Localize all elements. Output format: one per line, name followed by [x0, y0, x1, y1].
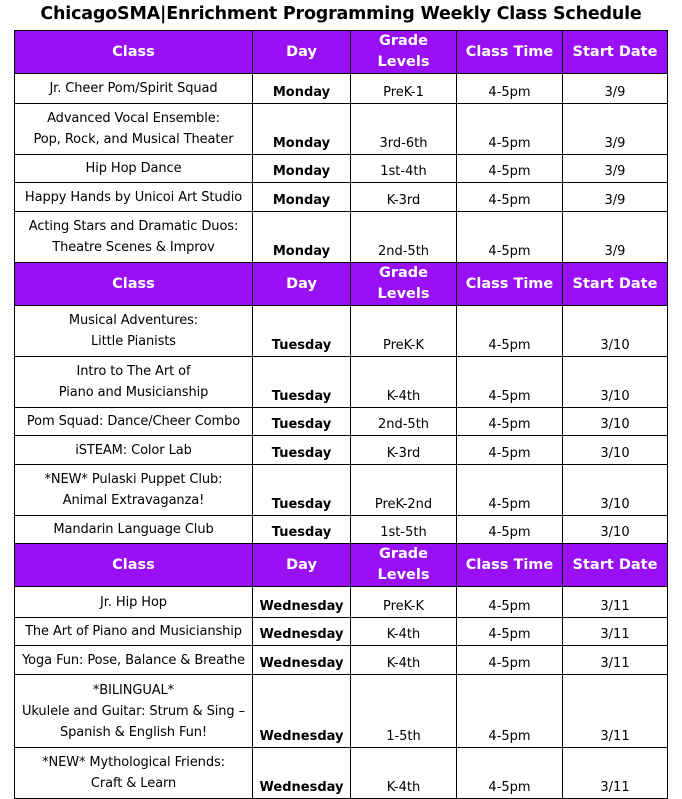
start-date-cell: 3/10: [563, 465, 668, 516]
header-row: [15, 31, 668, 74]
day-cell: Tuesday: [253, 436, 351, 465]
table-row: [15, 675, 668, 748]
grade-levels-cell: K-4th: [351, 618, 457, 646]
class-name-line: Ukulele and Guitar: Strum & Sing –: [21, 703, 246, 719]
class-name-line: The Art of Piano and Musicianship: [25, 624, 242, 639]
start-date-cell: 3/9: [563, 74, 668, 104]
start-date-cell: 3/11: [563, 646, 668, 675]
class-time-cell: 4-5pm: [457, 306, 563, 357]
grade-levels-cell: K-4th: [351, 748, 457, 799]
day-cell: Tuesday: [253, 516, 351, 544]
table-row: [15, 183, 668, 212]
class-name-cell: [15, 646, 253, 675]
class-name-cell: [15, 465, 253, 516]
table-row: [15, 155, 668, 183]
class-name-cell: [15, 436, 253, 465]
column-header-day: Day: [253, 263, 351, 306]
start-date-cell: 3/9: [563, 183, 668, 212]
start-date-cell: 3/9: [563, 155, 668, 183]
day-cell: Wednesday: [253, 587, 351, 618]
day-cell: Monday: [253, 183, 351, 212]
class-time-cell: 4-5pm: [457, 357, 563, 408]
class-name-cell: [15, 618, 253, 646]
start-date-cell: 3/10: [563, 436, 668, 465]
start-date-cell: 3/9: [563, 104, 668, 155]
class-name-line: Hip Hop Dance: [85, 161, 182, 176]
class-name-line: Little Pianists: [91, 334, 176, 349]
class-time-cell: 4-5pm: [457, 212, 563, 263]
start-date-cell: 3/10: [563, 306, 668, 357]
class-time-cell: 4-5pm: [457, 618, 563, 646]
class-time-cell: 4-5pm: [457, 436, 563, 465]
table-row: [15, 212, 668, 263]
class-name-line: Advanced Vocal Ensemble:: [47, 111, 220, 126]
grade-levels-cell: 1st-5th: [351, 516, 457, 544]
class-time-cell: 4-5pm: [457, 104, 563, 155]
grade-levels-cell: K-3rd: [351, 183, 457, 212]
class-name-line: *NEW* Mythological Friends:: [42, 755, 225, 770]
page-title: ChicagoSMA|Enrichment Programming Weekly Class Schedule: [40, 4, 642, 24]
class-time-cell: 4-5pm: [457, 183, 563, 212]
start-date-cell: 3/11: [563, 618, 668, 646]
start-date-cell: 3/11: [563, 587, 668, 618]
grade-levels-cell: 3rd-6th: [351, 104, 457, 155]
grade-levels-cell: K-3rd: [351, 436, 457, 465]
table-row: [15, 436, 668, 465]
day-cell: Monday: [253, 74, 351, 104]
start-date-cell: 3/11: [563, 675, 668, 748]
table-row: [15, 618, 668, 646]
column-header-class: Class: [15, 544, 253, 587]
class-name-line: *BILINGUAL*: [92, 682, 175, 698]
class-name-cell: [15, 155, 253, 183]
table-row: [15, 408, 668, 436]
class-name-line: Acting Stars and Dramatic Duos:: [28, 219, 239, 234]
class-name-line: Pom Squad: Dance/Cheer Combo: [26, 414, 241, 429]
day-cell: Tuesday: [253, 408, 351, 436]
grade-levels-cell: K-4th: [351, 357, 457, 408]
column-header-class-time: Class Time: [457, 544, 563, 587]
day-cell: Wednesday: [253, 618, 351, 646]
class-name-line: Yoga Fun: Pose, Balance & Breathe: [22, 652, 245, 668]
class-time-cell: 4-5pm: [457, 155, 563, 183]
table-row: [15, 104, 668, 155]
table-row: [15, 357, 668, 408]
schedule-body: [15, 31, 668, 799]
column-header-start-date: Start Date: [563, 263, 668, 306]
header-row: [15, 263, 668, 306]
class-name-line: Musical Adventures:: [68, 313, 199, 328]
start-date-cell: 3/10: [563, 357, 668, 408]
day-cell: Tuesday: [253, 306, 351, 357]
class-name-line: Mandarin Language Club: [53, 522, 214, 537]
class-name-line: Spanish & English Fun!: [59, 724, 208, 740]
day-cell: Monday: [253, 212, 351, 263]
schedule-table: [14, 30, 668, 799]
table-row: [15, 646, 668, 675]
day-cell: Wednesday: [253, 675, 351, 748]
class-name-line: Happy Hands by Unicoi Art Studio: [24, 189, 243, 205]
class-time-cell: 4-5pm: [457, 587, 563, 618]
grade-levels-cell: PreK-K: [351, 587, 457, 618]
class-name-cell: [15, 675, 253, 748]
column-header-class: Class: [15, 263, 253, 306]
table-row: [15, 306, 668, 357]
class-name-line: Jr. Cheer Pom/Spirit Squad: [49, 81, 218, 96]
day-cell: Wednesday: [253, 748, 351, 799]
class-name-line: Intro to The Art of: [76, 364, 191, 379]
grade-levels-cell: 2nd-5th: [351, 212, 457, 263]
column-header-grade-levels: Grade Levels: [351, 544, 457, 587]
grade-levels-cell: PreK-K: [351, 306, 457, 357]
class-time-cell: 4-5pm: [457, 748, 563, 799]
grade-levels-cell: K-4th: [351, 646, 457, 675]
column-header-grade-levels: Grade Levels: [351, 31, 457, 74]
start-date-cell: 3/10: [563, 408, 668, 436]
table-row: [15, 748, 668, 799]
column-header-class-time: Class Time: [457, 31, 563, 74]
column-header-class: Class: [15, 31, 253, 74]
column-header-start-date: Start Date: [563, 544, 668, 587]
class-name-cell: [15, 104, 253, 155]
column-header-day: Day: [253, 31, 351, 74]
class-name-cell: [15, 183, 253, 212]
day-cell: Wednesday: [253, 646, 351, 675]
class-time-cell: 4-5pm: [457, 675, 563, 748]
class-name-line: *NEW* Pulaski Puppet Club:: [44, 472, 223, 487]
class-name-cell: [15, 74, 253, 104]
grade-levels-cell: PreK-1: [351, 74, 457, 104]
class-name-line: Craft & Learn: [90, 776, 177, 791]
class-name-line: Jr. Hip Hop: [100, 594, 167, 610]
class-time-cell: 4-5pm: [457, 465, 563, 516]
class-name-cell: [15, 587, 253, 618]
day-cell: Monday: [253, 104, 351, 155]
start-date-cell: 3/9: [563, 212, 668, 263]
start-date-cell: 3/10: [563, 516, 668, 544]
class-name-cell: [15, 516, 253, 544]
class-time-cell: 4-5pm: [457, 74, 563, 104]
start-date-cell: 3/11: [563, 748, 668, 799]
table-row: [15, 465, 668, 516]
class-name-line: iSTEAM: Color Lab: [75, 442, 192, 458]
column-header-grade-levels: Grade Levels: [351, 263, 457, 306]
table-row: [15, 74, 668, 104]
day-cell: Tuesday: [253, 357, 351, 408]
class-time-cell: 4-5pm: [457, 646, 563, 675]
header-row: [15, 544, 668, 587]
day-cell: Tuesday: [253, 465, 351, 516]
column-header-day: Day: [253, 544, 351, 587]
class-time-cell: 4-5pm: [457, 516, 563, 544]
class-name-line: Piano and Musicianship: [58, 385, 209, 400]
column-header-class-time: Class Time: [457, 263, 563, 306]
grade-levels-cell: 2nd-5th: [351, 408, 457, 436]
class-name-line: Animal Extravaganza!: [62, 493, 205, 508]
class-name-cell: [15, 357, 253, 408]
table-row: [15, 587, 668, 618]
table-row: [15, 516, 668, 544]
class-name-cell: [15, 212, 253, 263]
day-cell: Monday: [253, 155, 351, 183]
grade-levels-cell: 1-5th: [351, 675, 457, 748]
class-name-line: Pop, Rock, and Musical Theater: [33, 132, 234, 147]
class-name-cell: [15, 408, 253, 436]
class-name-cell: [15, 748, 253, 799]
grade-levels-cell: PreK-2nd: [351, 465, 457, 516]
class-time-cell: 4-5pm: [457, 408, 563, 436]
class-name-cell: [15, 306, 253, 357]
grade-levels-cell: 1st-4th: [351, 155, 457, 183]
column-header-start-date: Start Date: [563, 31, 668, 74]
class-name-line: Theatre Scenes & Improv: [52, 240, 215, 255]
